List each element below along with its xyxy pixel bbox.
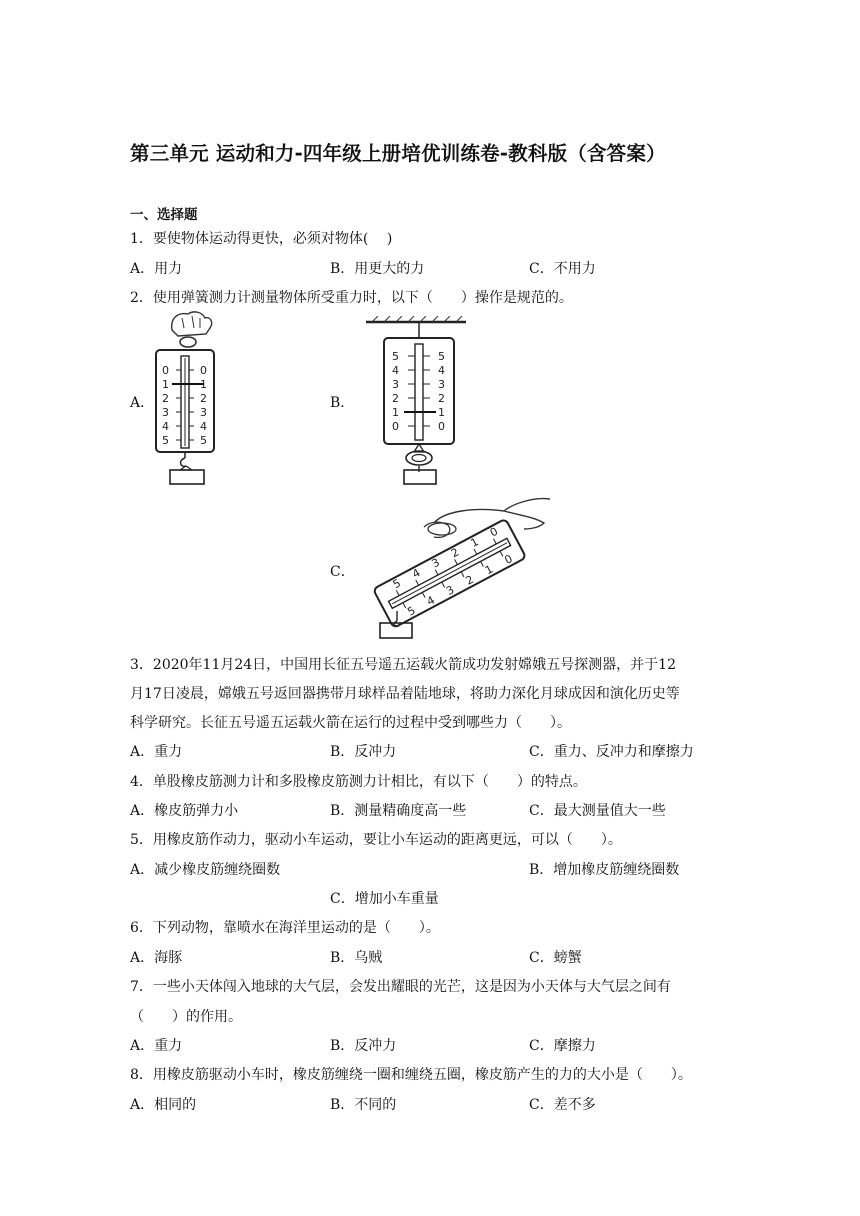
q2-option-c: C．	[330, 564, 355, 580]
page-title: 第三单元 运动和力-四年级上册培优训练卷-教科版（含答案）	[130, 142, 666, 165]
scale-label: 3	[444, 583, 457, 598]
scale-label: 1	[392, 406, 399, 419]
scale-label: 0	[392, 420, 399, 433]
q8-option-b: B．不同的	[330, 1097, 397, 1113]
q5-option-b: B．增加橡皮筋缠绕圈数	[529, 862, 680, 878]
q7-option-a: A．重力	[130, 1038, 183, 1054]
scale-label: 4	[438, 364, 445, 377]
q8-option-c: C．差不多	[529, 1097, 596, 1113]
question-3-line-3: 科学研究。长征五号遥五运载火箭在运行的过程中受到哪些力（ ）。	[130, 715, 571, 731]
scale-label: 1	[482, 562, 496, 578]
question-2: 2．使用弹簧测力计测量物体所受重力时，以下（ ）操作是规范的。	[130, 290, 573, 306]
q1-option-c: C．不用力	[529, 261, 596, 277]
scale-label: 2	[392, 392, 399, 405]
q2-option-b: B．	[330, 395, 355, 411]
question-3-line-2: 月17日凌晨，嫦娥五号返回器携带月球样品着陆地球，将助力深化月球成因和演化历史等	[130, 686, 680, 702]
q3-option-a: A．重力	[130, 744, 183, 760]
question-7-line-1: 7．一些小天体闯入地球的大气层，会发出耀眼的光芒，这是因为小天体与大气层之间有	[130, 979, 671, 995]
q3-option-c: C．重力、反冲力和摩擦力	[529, 744, 694, 760]
scale-label: 5	[405, 603, 418, 619]
scale-label: 5	[438, 350, 445, 363]
q1-option-b: B．用更大的力	[330, 261, 425, 277]
scale-label: 0	[162, 364, 169, 377]
scale-label: 0	[487, 524, 501, 540]
scale-label: 3	[162, 406, 169, 419]
scale-label: 2	[448, 545, 462, 561]
question-7-line-2: （ ）的作用。	[130, 1009, 242, 1025]
scale-label: 0	[502, 552, 515, 567]
section-heading: 一、选择题	[130, 207, 198, 223]
scale-label: 4	[200, 420, 207, 433]
question-6: 6．下列动物，靠喷水在海洋里运动的是（ ）。	[130, 920, 440, 936]
q4-option-a: A．橡皮筋弹力小	[130, 803, 239, 819]
question-1: 1．要使物体运动得更快，必须对物体( )	[130, 231, 393, 247]
spring-scale-figure-c	[364, 493, 554, 641]
scale-label: 5	[200, 434, 207, 447]
scale-label: 1	[162, 378, 169, 391]
scale-label: 0	[200, 364, 207, 377]
scale-label: 3	[438, 378, 445, 391]
q2-option-a: A．	[130, 395, 155, 411]
scale-label: 5	[162, 434, 169, 447]
q4-option-c: C．最大测量值大一些	[529, 803, 666, 819]
q3-option-b: B．反冲力	[330, 744, 397, 760]
q6-option-a: A．海豚	[130, 950, 183, 966]
q6-option-c: C．螃蟹	[529, 950, 582, 966]
question-4: 4．单股橡皮筋测力计和多股橡皮筋测力计相比，有以下（ ）的特点。	[130, 774, 587, 790]
scale-label: 2	[162, 392, 169, 405]
scale-label: 5	[392, 350, 399, 363]
question-8: 8．用橡皮筋驱动小车时，橡皮筋缠绕一圈和缠绕五圈，橡皮筋产生的力的大小是（ ）。	[130, 1067, 692, 1083]
scale-label: 2	[463, 572, 476, 588]
weight-block	[380, 623, 412, 638]
q5-option-c: C．增加小车重量	[330, 891, 439, 907]
scale-label: 4	[424, 593, 437, 609]
q6-option-b: B．乌贼	[330, 950, 383, 966]
spring-scale-figure-b	[362, 316, 472, 486]
weight-block	[404, 470, 436, 484]
scale-label: 0	[438, 420, 445, 433]
q7-option-c: C．摩擦力	[529, 1038, 596, 1054]
scale-label: 1	[438, 406, 445, 419]
q1-option-a: A．用力	[130, 261, 183, 277]
scale-label: 4	[410, 566, 423, 581]
q5-option-a: A．减少橡皮筋缠绕圈数	[130, 862, 281, 878]
scale-label: 5	[390, 576, 403, 592]
scale-label: 2	[200, 392, 207, 405]
question-3-line-1: 3．2020年11月24日，中国用长征五号遥五运载火箭成功发射嫦娥五号探测器，并于12	[130, 657, 676, 673]
scale-label: 4	[162, 420, 169, 433]
scale-label: 3	[200, 406, 207, 419]
scale-label: 3	[392, 378, 399, 391]
scale-label: 1	[468, 535, 481, 550]
scale-label: 4	[392, 364, 399, 377]
q4-option-b: B．测量精确度高一些	[330, 803, 467, 819]
scale-label: 3	[429, 555, 442, 571]
q7-option-b: B．反冲力	[330, 1038, 397, 1054]
question-5: 5．用橡皮筋作动力，驱动小车运动，要让小车运动的距离更远，可以（ ）。	[130, 832, 622, 848]
scale-label: 2	[438, 392, 445, 405]
scale-label: 1	[200, 378, 207, 391]
q8-option-a: A．相同的	[130, 1097, 197, 1113]
spring-scale-figure-a	[150, 308, 245, 486]
weight-block	[170, 470, 204, 484]
